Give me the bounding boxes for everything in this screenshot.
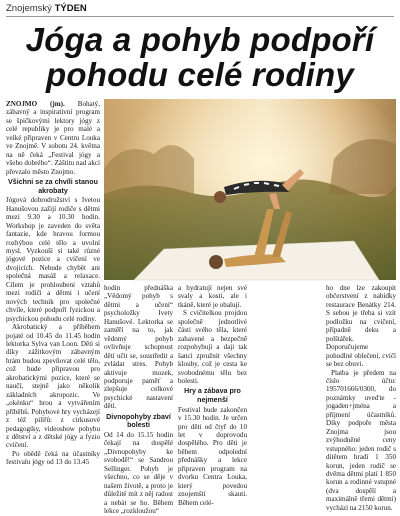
article-bottom-columns (104, 284, 396, 516)
paragraph: ho dne lze zakoupit občerstvení z nabídky restaurace Benátky 214. S sebou je třeba si vzít podložku na cvičení, případně deku a polštářek. Doporučujeme pohodlné oblečení, cvičí se bez obuvi. (326, 284, 396, 369)
subheading-acrobats: Všichni se za chvíli stanou akrobaty (8, 178, 98, 195)
publication-week: TÝDEN (54, 3, 87, 14)
subheading-hry: Hry a zábava pro nejmenší (184, 387, 241, 405)
article-column-3 (178, 284, 247, 507)
masthead-rule (6, 16, 394, 17)
paragraph: Jógová dobrodružství s Ivetou Hanušovou zažijí rodiče s dětmi mezi 9.30 a 10.30 hodin. Workshop je zaveden do světa fantazie, kde hravou formou rozhýbou celé tělo a uvolní mysl. Vyzkouší si také různé jógové pozice a cvičení ve dvojicích. Nebude chybět ani společná masáž a relaxace. Cílem je prohloubení vztahů mezi rodiči a dětmi i učení nových technik pro společné chvíle, které podpoří fyzickou a psychickou pohodu celé rodiny. (6, 196, 100, 323)
headline-line-2: pohodu celé rodiny (46, 56, 354, 93)
article-column-4 (326, 284, 396, 512)
publication-name: Znojemský (6, 3, 55, 14)
article-column-2 (104, 284, 173, 516)
lead-paragraph (6, 100, 100, 176)
paragraph: S cvičitelkou projdou společně jednotlivé části svého těla, které zahavené a bezpečně rozpohybují a daji tak šanci zpružnit všechny klouby, což je cesta ke svobodnému tělu bez bolesti. (178, 309, 247, 385)
paragraph: Od 14 do 15.15 hodin čekají na dospělé „Divnopohyby ke svobodě!“ se Sandrou Sellinger. Pohyb je všechno, co se děje v našem životě, a proto je důležité mít z něj radost a nebát se ho. Během lekce „rozkloužou“ (104, 430, 173, 516)
headline-line-1: Jóga a pohyb podpoří (25, 21, 375, 58)
paragraph: Po obědě čeká na účastníky festivalu jógy od 13 do 13.45 (6, 449, 100, 467)
paragraph: Akrobatický a příběhem pojaté od 10.45 do 11.45 hodin lektorka Sylva van Loon. Děti si díky zážitkovým zábavným hrám budou zpevňovat celé tělo, což bude připravou pro akrobatickými pozice, které se naučí, stejně jako několik základních akropozic. Ve „okénku“ hrou a vytvářením příběhů. Pohybové hry vycházejí z též piliřů: z cirkusové pedagogiky, videoshow pohybu z dětství a z dětské jógy a fyzio cvičení. (6, 323, 100, 450)
lead-text: Bohatý, zábavný a inspirativní program se špičkovými lektory jógy z celé republiky je pro malé a velké připraven v Centru Louka ve Znojmě. V sobotu 24. května na ně čeká „Festival jógy a všeho dobrého“. Záštitu nad akcí převzalo město Znojmo. (6, 100, 100, 176)
dateline: ZNOJMO (jm). (6, 100, 65, 108)
subheading-divnopohyby: Divnopohyby zbaví bolesti (106, 412, 171, 430)
article-column-1 (6, 100, 100, 467)
paragraph: a hydratují nejen své svaly a kosti, ale i tkáně, které je obalují. (178, 284, 247, 309)
yoga-family-photo (104, 99, 396, 280)
masthead (6, 3, 87, 14)
paragraph: Festival bude zakončen v 15.30 hodin. Je určen pro děti od čtyř do 10 let v doprovodu dospělého. Pro děti je během odpolední přednášky a lekce připraven program na dvorku Centra Louka, který povedou znojemští skauti. Během celé- (178, 405, 247, 507)
paragraph: Platba je předem na číslo účtu: 195701666/0300, do poznámky uveďte - jogaden+jména a příjmení účastníků. Díky podpoře města Znojma jsou zvýhodněné ceny vstupného: jeden rodič s dítětem hradí 1 350 korun, jeden rodič se dvěma dětmi platí 1 850 korun a rodinné vstupné (dva dospělí a maximálně třemi dětmi) vychází na 2150 korun. (326, 368, 396, 512)
paragraph: hodin přednáška „Vědomý pohyb s dětmi a učení“ psycholožky Ivety Hanušové. Lektorka se zaměří na to, jak vědomý pohyb ovlivňuje schopnost dětí učit se, soustředit a zvládat stres. Pohyb aktivuje mozek, podporuje paměť a zlepšuje celkové psychické nastavení dětí. (104, 284, 173, 411)
